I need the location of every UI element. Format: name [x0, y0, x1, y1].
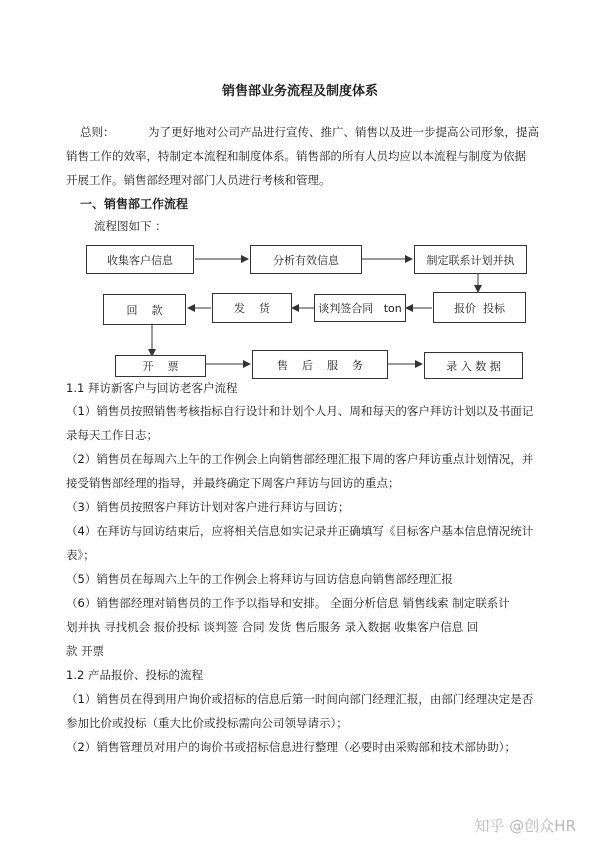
sub1-1-para-1a: （1）销售员按照销售考核指标自行设计和计划个人月、周和每天的客户拜访计划以及书面记 — [66, 404, 534, 418]
sub1-1-para-6b: 划并执 寻找机会 报价投标 谈判签 合同 发货 售后服务 录入数据 收集客户信息 回 — [66, 620, 479, 634]
flowchart-label: 流程图如下 ： — [94, 219, 167, 233]
intro-label: 总则： — [80, 125, 115, 139]
sub1-1-para-6a: （6）销售部经理对销售员的工作予以指导和安排。 全面分析信息 销售线索 制定联系计 — [66, 596, 510, 610]
subsection-heading-1-2: 1.2 产品报价、投标的流程 — [66, 668, 203, 682]
section-heading: 一、销售部工作流程 — [80, 197, 189, 211]
sub1-1-para-3: （3）销售员按照客户拜访计划对客户进行拜访与回访； — [66, 500, 350, 514]
sub1-1-para-2a: （2）销售员在每周六上午的工作例会上向销售部经理汇报下周的客户拜访重点计划情况，并 — [66, 452, 534, 466]
intro-line-2: 销售工作的效率，特制定本流程和制度体系。销售部的所有人员均应以本流程与制度为依据 — [66, 149, 526, 163]
flowchart-arrows — [0, 0, 600, 400]
sub1-1-para-5: （5）销售员在每周六上午的工作例会上将拜访与回访信息向销售部经理汇报 — [66, 572, 453, 586]
sub1-1-para-4a: （4）在拜访与回访结束后，应将相关信息如实记录并正确填写《目标客户基本信息情况统计 — [66, 524, 534, 538]
page-title: 销售部业务流程及制度体系 — [221, 84, 378, 99]
sub1-2-para-1b: 参加比价或投标（重大比价或投标需向公司领导请示）； — [66, 716, 348, 730]
sub1-1-para-2b: 接受销售部经理的指导，并最终确定下周客户拜访与回访的重点； — [66, 476, 400, 490]
subsection-heading-1-1: 1.1 拜访新客户与回访老客户流程 — [66, 381, 238, 395]
flow-box-invoice: 开 票 — [115, 355, 206, 377]
flow-box-aftersales: 售 后 服 务 — [252, 350, 388, 379]
intro-line-1: 为了更好地对公司产品进行宣传、推广、销售以及进一步提高公司形象，提高 — [148, 125, 539, 139]
flow-box-negotiate: 谈判签合同 ton — [314, 294, 406, 322]
sub1-1-para-4b: 表》； — [66, 548, 95, 562]
sub1-1-para-1b: 录每天工作日志； — [66, 428, 158, 442]
watermark: 知乎 @创众HR — [474, 817, 576, 835]
flow-box-collect: 收集客户信息 — [86, 245, 194, 274]
sub1-2-para-2: （2）销售管理员对用户的询价书或招标信息进行整理（必要时由采购部和技术部协助）； — [66, 740, 517, 754]
flow-box-analyze: 分析有效信息 — [250, 245, 362, 274]
flow-box-payment: 回 款 — [103, 294, 186, 325]
intro-line-3: 开展工作。销售部经理对部门人员进行考核和管理。 — [66, 173, 331, 187]
flow-box-ship: 发 货 — [212, 293, 292, 323]
flow-box-plan: 制定联系计划并执 — [414, 245, 527, 274]
sub1-2-para-1a: （1）销售员在得到用户询价或招标的信息后第一时间向部门经理汇报，由部门经理决定是否 — [66, 692, 534, 706]
flow-box-quote: 报价 投标 — [433, 292, 526, 323]
sub1-1-para-6c: 款 开票 — [66, 644, 105, 658]
flow-box-record: 录 入 数 据 — [424, 352, 523, 379]
